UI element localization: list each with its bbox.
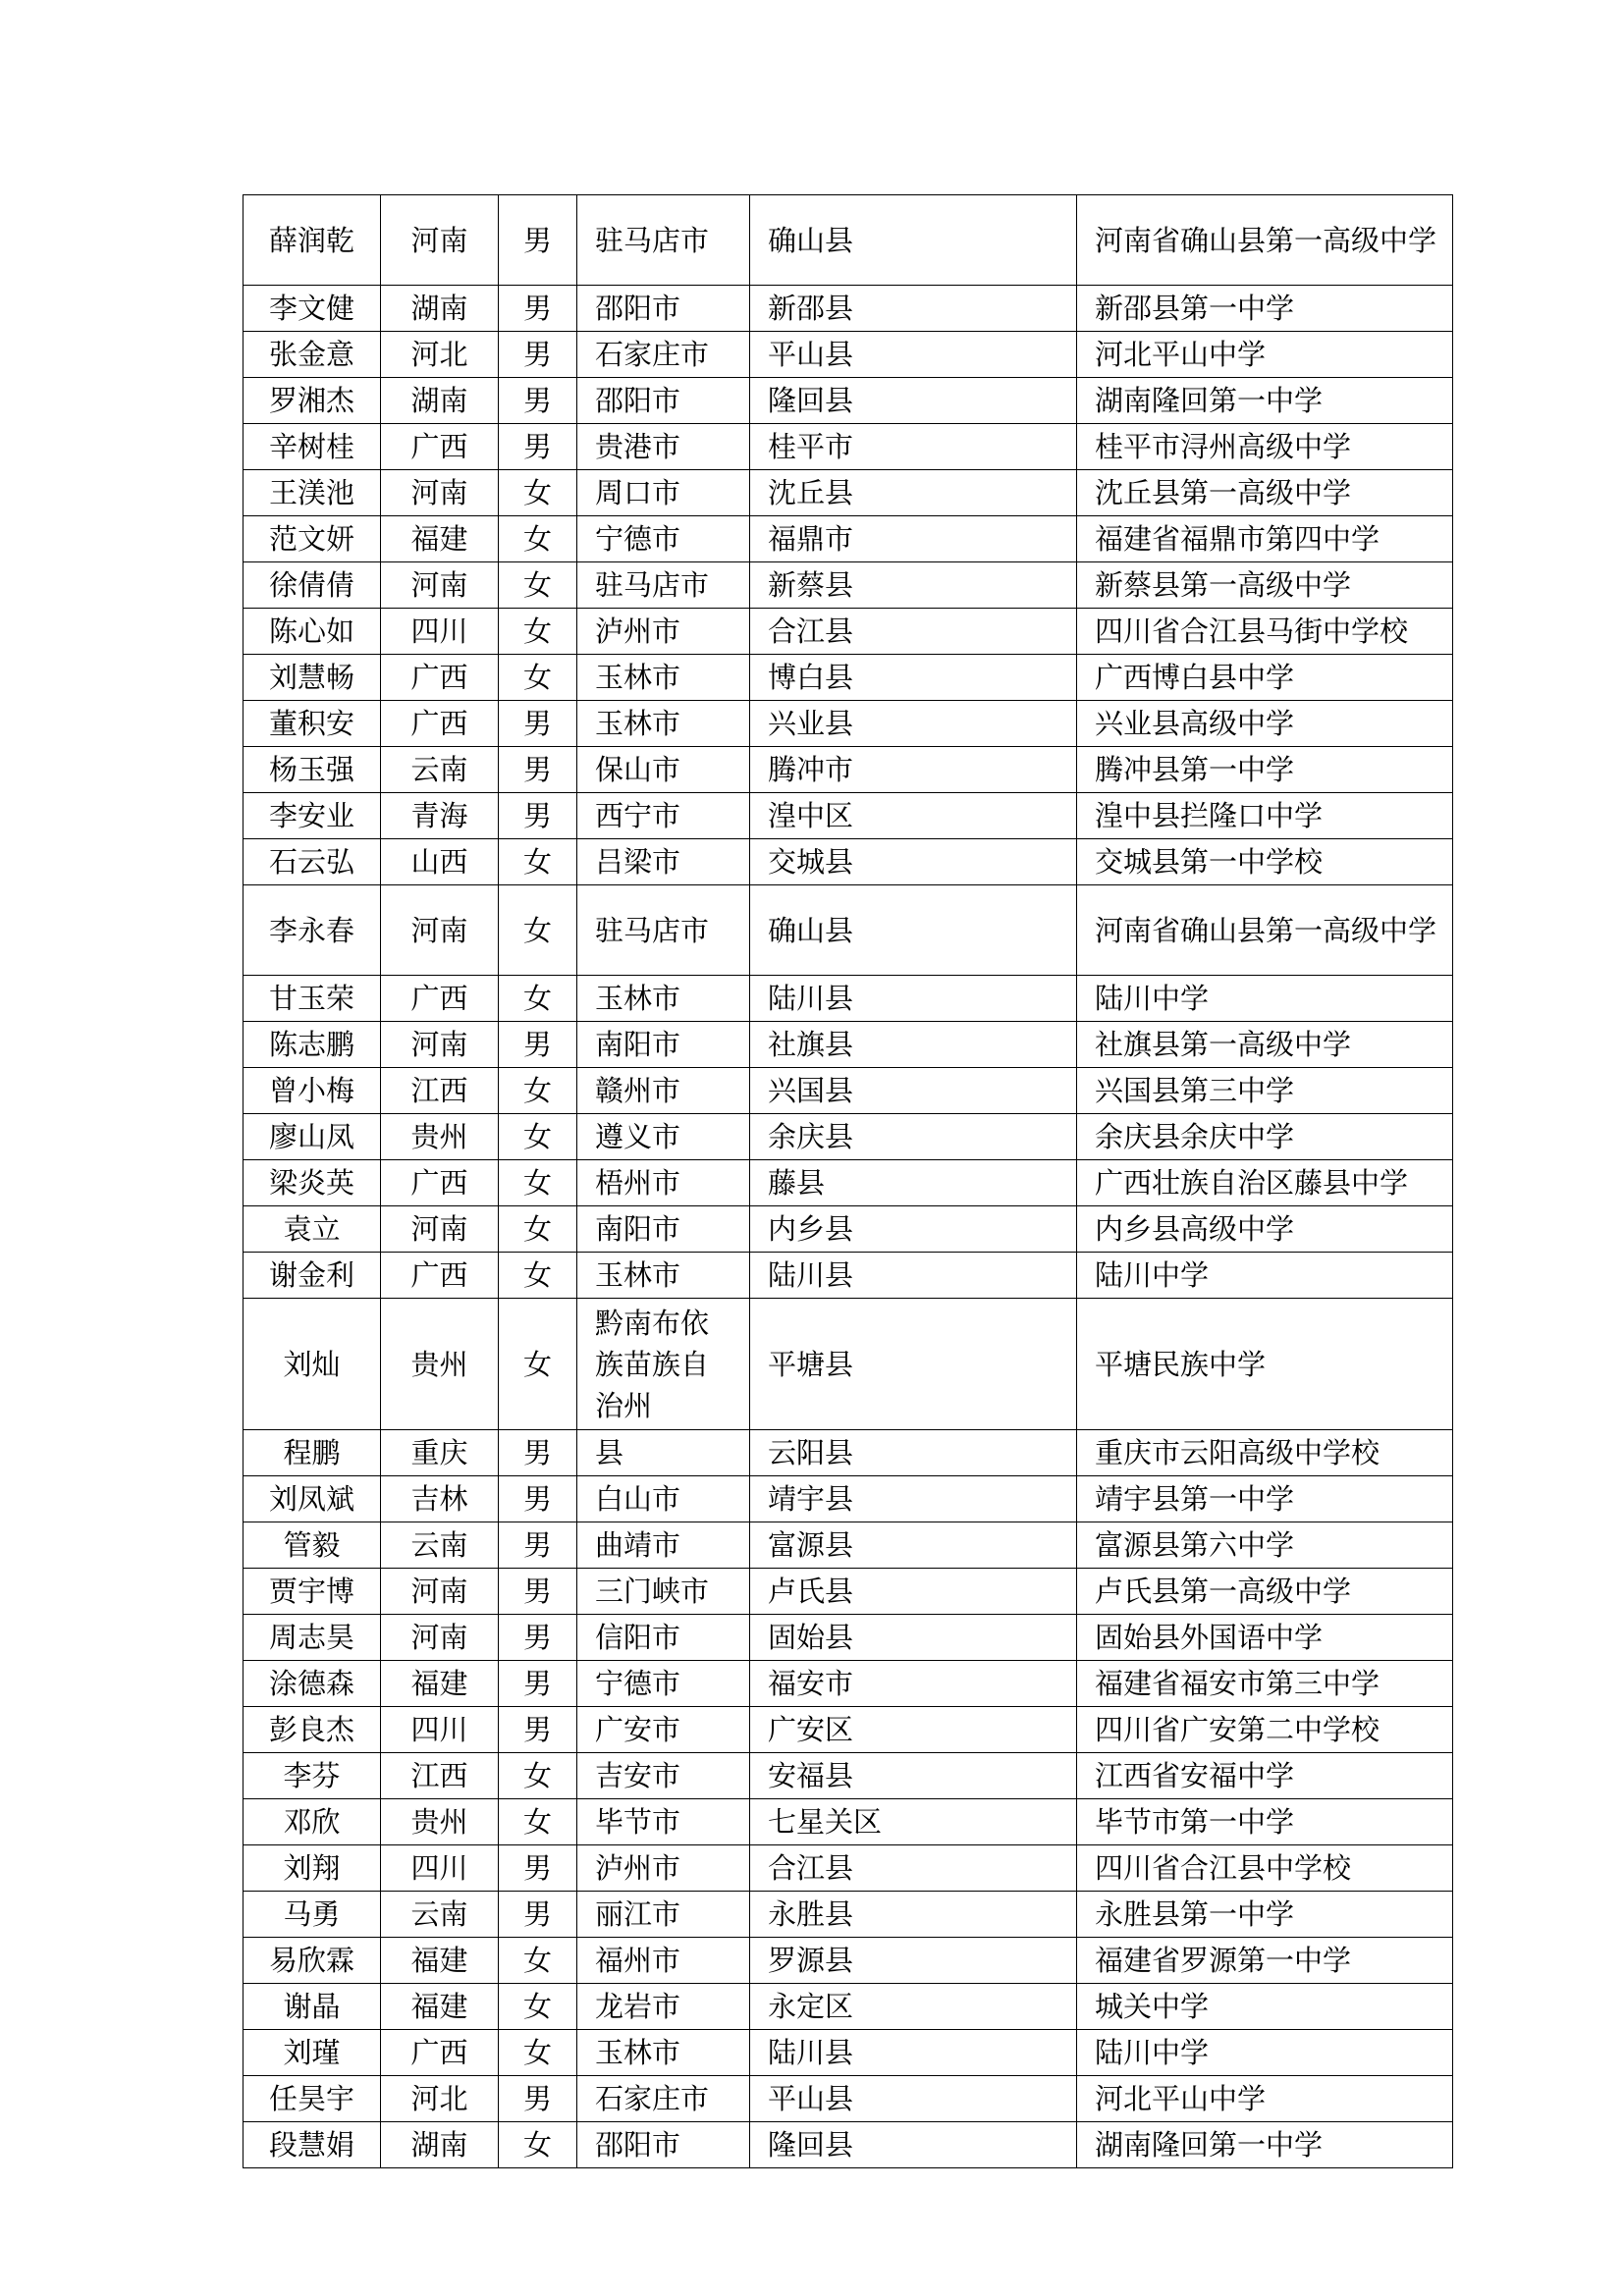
table-row: [244, 1114, 1453, 1160]
student-name-cell: 李永春: [244, 885, 381, 976]
table-row: [244, 286, 1453, 332]
student-name-cell: 薛润乾: [244, 195, 381, 286]
city-cell: 邵阳市: [577, 2122, 750, 2168]
school-cell: 平塘民族中学: [1077, 1299, 1453, 1430]
city-cell: 遵义市: [577, 1114, 750, 1160]
student-name-cell: 谢金利: [244, 1253, 381, 1299]
province-cell: 山西: [381, 839, 499, 885]
student-name-cell: 邓欣: [244, 1799, 381, 1845]
county-cell: 确山县: [750, 885, 1077, 976]
city-cell: 泸州市: [577, 609, 750, 655]
province-cell: 广西: [381, 2030, 499, 2076]
city-cell: 南阳市: [577, 1206, 750, 1253]
school-cell: 四川省合江县马街中学校: [1077, 609, 1453, 655]
table-row: [244, 747, 1453, 793]
province-cell: 福建: [381, 1938, 499, 1984]
city-cell: 三门峡市: [577, 1569, 750, 1615]
table-row: [244, 195, 1453, 286]
student-name-cell: 曾小梅: [244, 1068, 381, 1114]
county-cell: 福安市: [750, 1661, 1077, 1707]
county-cell: 永胜县: [750, 1892, 1077, 1938]
school-cell: 靖宇县第一中学: [1077, 1476, 1453, 1522]
school-cell: 内乡县高级中学: [1077, 1206, 1453, 1253]
student-name-cell: 易欣霖: [244, 1938, 381, 1984]
city-cell: 驻马店市: [577, 195, 750, 286]
school-cell: 陆川中学: [1077, 2030, 1453, 2076]
student-name-cell: 李安业: [244, 793, 381, 839]
student-name-cell: 程鹏: [244, 1430, 381, 1476]
province-cell: 河南: [381, 1206, 499, 1253]
province-cell: 湖南: [381, 286, 499, 332]
school-cell: 广西壮族自治区藤县中学: [1077, 1160, 1453, 1206]
city-cell: 玉林市: [577, 1253, 750, 1299]
city-cell: 驻马店市: [577, 885, 750, 976]
city-cell: 玉林市: [577, 2030, 750, 2076]
county-cell: 平山县: [750, 332, 1077, 378]
province-cell: 云南: [381, 1892, 499, 1938]
school-cell: 福建省福鼎市第四中学: [1077, 516, 1453, 562]
student-name-cell: 刘翔: [244, 1845, 381, 1892]
province-cell: 四川: [381, 609, 499, 655]
county-cell: 新邵县: [750, 286, 1077, 332]
province-cell: 河南: [381, 1022, 499, 1068]
student-name-cell: 周志昊: [244, 1615, 381, 1661]
student-name-cell: 石云弘: [244, 839, 381, 885]
gender-cell: 男: [499, 286, 577, 332]
gender-cell: 男: [499, 1569, 577, 1615]
gender-cell: 男: [499, 2076, 577, 2122]
county-cell: 云阳县: [750, 1430, 1077, 1476]
county-cell: 隆回县: [750, 2122, 1077, 2168]
province-cell: 广西: [381, 1160, 499, 1206]
table-row: [244, 1799, 1453, 1845]
city-cell: 广安市: [577, 1707, 750, 1753]
student-name-cell: 刘灿: [244, 1299, 381, 1430]
table-row: [244, 332, 1453, 378]
province-cell: 云南: [381, 747, 499, 793]
school-cell: 毕节市第一中学: [1077, 1799, 1453, 1845]
school-cell: 交城县第一中学校: [1077, 839, 1453, 885]
school-cell: 社旗县第一高级中学: [1077, 1022, 1453, 1068]
gender-cell: 男: [499, 747, 577, 793]
school-cell: 新邵县第一中学: [1077, 286, 1453, 332]
school-cell: 福建省罗源第一中学: [1077, 1938, 1453, 1984]
gender-cell: 男: [499, 701, 577, 747]
table-row: [244, 1661, 1453, 1707]
city-cell: 黔南布依族苗族自治州: [577, 1299, 750, 1430]
county-cell: 余庆县: [750, 1114, 1077, 1160]
table-row: [244, 1938, 1453, 1984]
province-cell: 河北: [381, 2076, 499, 2122]
city-cell: 赣州市: [577, 1068, 750, 1114]
school-cell: 腾冲县第一中学: [1077, 747, 1453, 793]
student-name-cell: 王渼池: [244, 470, 381, 516]
table-row: [244, 2122, 1453, 2168]
gender-cell: 女: [499, 1068, 577, 1114]
gender-cell: 男: [499, 1615, 577, 1661]
province-cell: 重庆: [381, 1430, 499, 1476]
gender-cell: 女: [499, 1938, 577, 1984]
table-row: [244, 655, 1453, 701]
table-row: [244, 424, 1453, 470]
county-cell: 腾冲市: [750, 747, 1077, 793]
table-row: [244, 1707, 1453, 1753]
gender-cell: 女: [499, 885, 577, 976]
table-row: [244, 609, 1453, 655]
province-cell: 广西: [381, 1253, 499, 1299]
table-row: [244, 378, 1453, 424]
student-name-cell: 任昊宇: [244, 2076, 381, 2122]
city-cell: 宁德市: [577, 1661, 750, 1707]
county-cell: 富源县: [750, 1522, 1077, 1569]
city-cell: 西宁市: [577, 793, 750, 839]
province-cell: 河南: [381, 1615, 499, 1661]
school-cell: 福建省福安市第三中学: [1077, 1661, 1453, 1707]
county-cell: 卢氏县: [750, 1569, 1077, 1615]
student-name-cell: 刘瑾: [244, 2030, 381, 2076]
student-name-cell: 贾宇博: [244, 1569, 381, 1615]
gender-cell: 女: [499, 516, 577, 562]
student-name-cell: 管毅: [244, 1522, 381, 1569]
gender-cell: 女: [499, 2030, 577, 2076]
student-name-cell: 徐倩倩: [244, 562, 381, 609]
table-row: [244, 1569, 1453, 1615]
table-row: [244, 2076, 1453, 2122]
city-cell: 曲靖市: [577, 1522, 750, 1569]
gender-cell: 女: [499, 1299, 577, 1430]
county-cell: 隆回县: [750, 378, 1077, 424]
province-cell: 贵州: [381, 1799, 499, 1845]
table-row: [244, 1753, 1453, 1799]
city-cell: 吉安市: [577, 1753, 750, 1799]
province-cell: 四川: [381, 1707, 499, 1753]
city-cell: 贵港市: [577, 424, 750, 470]
school-cell: 沈丘县第一高级中学: [1077, 470, 1453, 516]
school-cell: 兴业县高级中学: [1077, 701, 1453, 747]
county-cell: 博白县: [750, 655, 1077, 701]
city-cell: 玉林市: [577, 655, 750, 701]
student-name-cell: 马勇: [244, 1892, 381, 1938]
city-cell: 保山市: [577, 747, 750, 793]
province-cell: 云南: [381, 1522, 499, 1569]
province-cell: 江西: [381, 1753, 499, 1799]
city-cell: 梧州市: [577, 1160, 750, 1206]
gender-cell: 男: [499, 378, 577, 424]
city-cell: 白山市: [577, 1476, 750, 1522]
county-cell: 内乡县: [750, 1206, 1077, 1253]
student-name-cell: 甘玉荣: [244, 976, 381, 1022]
province-cell: 河北: [381, 332, 499, 378]
gender-cell: 男: [499, 195, 577, 286]
province-cell: 四川: [381, 1845, 499, 1892]
student-name-cell: 张金意: [244, 332, 381, 378]
province-cell: 福建: [381, 1984, 499, 2030]
student-name-cell: 陈志鹏: [244, 1022, 381, 1068]
table-row: [244, 1022, 1453, 1068]
student-name-cell: 谢晶: [244, 1984, 381, 2030]
gender-cell: 男: [499, 424, 577, 470]
county-cell: 社旗县: [750, 1022, 1077, 1068]
table-row: [244, 839, 1453, 885]
roster-body: [244, 195, 1453, 2168]
table-row: [244, 1615, 1453, 1661]
table-row: [244, 1984, 1453, 2030]
table-row: [244, 516, 1453, 562]
table-row: [244, 701, 1453, 747]
county-cell: 平山县: [750, 2076, 1077, 2122]
student-name-cell: 刘凤斌: [244, 1476, 381, 1522]
gender-cell: 女: [499, 562, 577, 609]
county-cell: 安福县: [750, 1753, 1077, 1799]
school-cell: 河北平山中学: [1077, 332, 1453, 378]
school-cell: 桂平市浔州高级中学: [1077, 424, 1453, 470]
gender-cell: 女: [499, 655, 577, 701]
gender-cell: 男: [499, 1430, 577, 1476]
county-cell: 合江县: [750, 609, 1077, 655]
county-cell: 七星关区: [750, 1799, 1077, 1845]
school-cell: 陆川中学: [1077, 976, 1453, 1022]
city-cell: 南阳市: [577, 1022, 750, 1068]
gender-cell: 女: [499, 839, 577, 885]
table-row: [244, 1476, 1453, 1522]
county-cell: 新蔡县: [750, 562, 1077, 609]
school-cell: 新蔡县第一高级中学: [1077, 562, 1453, 609]
school-cell: 兴国县第三中学: [1077, 1068, 1453, 1114]
county-cell: 兴国县: [750, 1068, 1077, 1114]
gender-cell: 女: [499, 1799, 577, 1845]
county-cell: 固始县: [750, 1615, 1077, 1661]
school-cell: 广西博白县中学: [1077, 655, 1453, 701]
gender-cell: 女: [499, 470, 577, 516]
county-cell: 沈丘县: [750, 470, 1077, 516]
county-cell: 靖宇县: [750, 1476, 1077, 1522]
county-cell: 兴业县: [750, 701, 1077, 747]
school-cell: 固始县外国语中学: [1077, 1615, 1453, 1661]
province-cell: 广西: [381, 424, 499, 470]
gender-cell: 女: [499, 1160, 577, 1206]
school-cell: 河北平山中学: [1077, 2076, 1453, 2122]
city-cell: 毕节市: [577, 1799, 750, 1845]
province-cell: 河南: [381, 885, 499, 976]
province-cell: 福建: [381, 516, 499, 562]
gender-cell: 男: [499, 793, 577, 839]
city-cell: 龙岩市: [577, 1984, 750, 2030]
county-cell: 桂平市: [750, 424, 1077, 470]
province-cell: 广西: [381, 655, 499, 701]
county-cell: 陆川县: [750, 2030, 1077, 2076]
table-row: [244, 976, 1453, 1022]
school-cell: 余庆县余庆中学: [1077, 1114, 1453, 1160]
school-cell: 湟中县拦隆口中学: [1077, 793, 1453, 839]
gender-cell: 男: [499, 1022, 577, 1068]
school-cell: 河南省确山县第一高级中学: [1077, 885, 1453, 976]
province-cell: 贵州: [381, 1114, 499, 1160]
school-cell: 卢氏县第一高级中学: [1077, 1569, 1453, 1615]
school-cell: 城关中学: [1077, 1984, 1453, 2030]
student-name-cell: 辛树桂: [244, 424, 381, 470]
county-cell: 福鼎市: [750, 516, 1077, 562]
province-cell: 河南: [381, 562, 499, 609]
school-cell: 重庆市云阳高级中学校: [1077, 1430, 1453, 1476]
city-cell: 周口市: [577, 470, 750, 516]
city-cell: 驻马店市: [577, 562, 750, 609]
province-cell: 青海: [381, 793, 499, 839]
gender-cell: 男: [499, 1707, 577, 1753]
gender-cell: 女: [499, 609, 577, 655]
table-row: [244, 1206, 1453, 1253]
gender-cell: 女: [499, 1253, 577, 1299]
student-name-cell: 段慧娟: [244, 2122, 381, 2168]
county-cell: 确山县: [750, 195, 1077, 286]
city-cell: 信阳市: [577, 1615, 750, 1661]
gender-cell: 男: [499, 1845, 577, 1892]
table-row: [244, 2030, 1453, 2076]
student-name-cell: 罗湘杰: [244, 378, 381, 424]
gender-cell: 女: [499, 2122, 577, 2168]
table-row: [244, 1522, 1453, 1569]
gender-cell: 男: [499, 1892, 577, 1938]
county-cell: 陆川县: [750, 976, 1077, 1022]
gender-cell: 女: [499, 976, 577, 1022]
city-cell: 福州市: [577, 1938, 750, 1984]
county-cell: 永定区: [750, 1984, 1077, 2030]
county-cell: 广安区: [750, 1707, 1077, 1753]
city-cell: 县: [577, 1430, 750, 1476]
student-name-cell: 陈心如: [244, 609, 381, 655]
county-cell: 藤县: [750, 1160, 1077, 1206]
school-cell: 四川省合江县中学校: [1077, 1845, 1453, 1892]
student-name-cell: 杨玉强: [244, 747, 381, 793]
gender-cell: 男: [499, 1661, 577, 1707]
school-cell: 永胜县第一中学: [1077, 1892, 1453, 1938]
province-cell: 河南: [381, 195, 499, 286]
province-cell: 河南: [381, 1569, 499, 1615]
table-row: [244, 885, 1453, 976]
county-cell: 罗源县: [750, 1938, 1077, 1984]
table-row: [244, 562, 1453, 609]
table-row: [244, 1160, 1453, 1206]
table-row: [244, 1892, 1453, 1938]
student-name-cell: 彭良杰: [244, 1707, 381, 1753]
gender-cell: 女: [499, 1114, 577, 1160]
province-cell: 广西: [381, 701, 499, 747]
county-cell: 湟中区: [750, 793, 1077, 839]
student-name-cell: 涂德森: [244, 1661, 381, 1707]
school-cell: 陆川中学: [1077, 1253, 1453, 1299]
province-cell: 江西: [381, 1068, 499, 1114]
city-cell: 丽江市: [577, 1892, 750, 1938]
student-name-cell: 李文健: [244, 286, 381, 332]
student-name-cell: 廖山凤: [244, 1114, 381, 1160]
city-cell: 邵阳市: [577, 378, 750, 424]
table-row: [244, 1068, 1453, 1114]
city-cell: 吕梁市: [577, 839, 750, 885]
city-cell: 宁德市: [577, 516, 750, 562]
city-cell: 石家庄市: [577, 2076, 750, 2122]
province-cell: 广西: [381, 976, 499, 1022]
gender-cell: 女: [499, 1753, 577, 1799]
province-cell: 湖南: [381, 378, 499, 424]
city-cell: 邵阳市: [577, 286, 750, 332]
province-cell: 福建: [381, 1661, 499, 1707]
school-cell: 江西省安福中学: [1077, 1753, 1453, 1799]
school-cell: 湖南隆回第一中学: [1077, 2122, 1453, 2168]
county-cell: 交城县: [750, 839, 1077, 885]
gender-cell: 男: [499, 1476, 577, 1522]
table-row: [244, 1253, 1453, 1299]
city-cell: 泸州市: [577, 1845, 750, 1892]
province-cell: 河南: [381, 470, 499, 516]
student-name-cell: 袁立: [244, 1206, 381, 1253]
city-cell: 玉林市: [577, 976, 750, 1022]
table-row: [244, 793, 1453, 839]
school-cell: 四川省广安第二中学校: [1077, 1707, 1453, 1753]
province-cell: 湖南: [381, 2122, 499, 2168]
city-cell: 玉林市: [577, 701, 750, 747]
gender-cell: 男: [499, 332, 577, 378]
table-row: [244, 470, 1453, 516]
county-cell: 合江县: [750, 1845, 1077, 1892]
school-cell: 河南省确山县第一高级中学: [1077, 195, 1453, 286]
student-roster-table: [243, 194, 1453, 2168]
student-name-cell: 刘慧畅: [244, 655, 381, 701]
gender-cell: 女: [499, 1984, 577, 2030]
province-cell: 吉林: [381, 1476, 499, 1522]
gender-cell: 男: [499, 1522, 577, 1569]
school-cell: 湖南隆回第一中学: [1077, 378, 1453, 424]
table-row: [244, 1299, 1453, 1430]
gender-cell: 女: [499, 1206, 577, 1253]
province-cell: 贵州: [381, 1299, 499, 1430]
county-cell: 陆川县: [750, 1253, 1077, 1299]
student-name-cell: 李芬: [244, 1753, 381, 1799]
student-name-cell: 董积安: [244, 701, 381, 747]
table-row: [244, 1845, 1453, 1892]
county-cell: 平塘县: [750, 1299, 1077, 1430]
city-cell: 石家庄市: [577, 332, 750, 378]
school-cell: 富源县第六中学: [1077, 1522, 1453, 1569]
student-name-cell: 范文妍: [244, 516, 381, 562]
table-row: [244, 1430, 1453, 1476]
student-name-cell: 梁炎英: [244, 1160, 381, 1206]
